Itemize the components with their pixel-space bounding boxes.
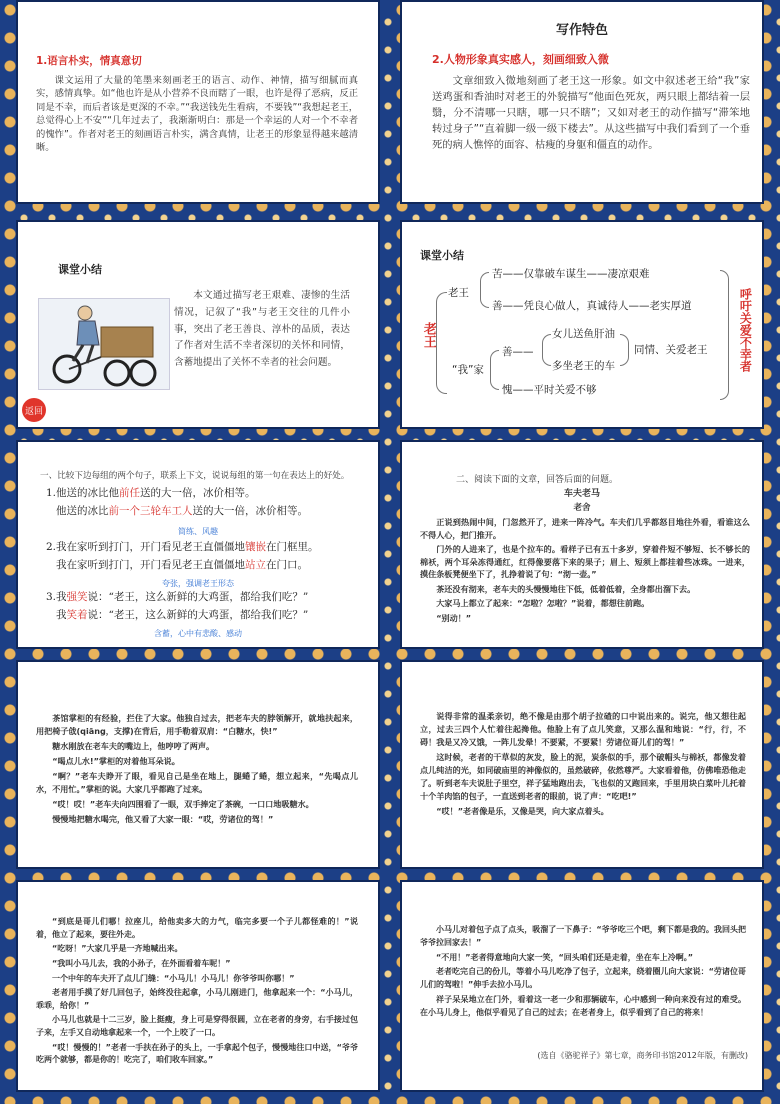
node-laowang: 老王: [448, 287, 469, 299]
q2a: 2.我在家听到打门，开门看见老王直僵僵地镶嵌在门框里。: [46, 541, 319, 553]
article-text: 小马儿对着包子点了点头，吸溜了一下鼻子：“爷爷吃三个吧，剩下都是我的。我回头把爷爷拉回家去！” “不用！”老者得意地向大家一笑，“回头咱们还是走着，坐在车上冷啊。” 老者吃完自己的份儿，等着小马儿吃净了包子，立起来，绕着圈儿向大家说：“劳诸位哥儿们的驾啦！”伸手去拉小马儿。 祥子呆呆地立在门外，看着这一老一少和那辆破车，心中感到一种向来没有过的难受。在小马儿身上，他似乎看见了自己的过去；在老者身上，似乎看到了自己的将来！: [420, 925, 746, 1017]
source-note: (选自《骆驼祥子》第七章，商务印书馆2012年版，有删改): [537, 1051, 748, 1060]
answer-2: 夸张，强调老王形态: [162, 579, 234, 588]
return-button[interactable]: 返回: [22, 398, 46, 422]
slide-6: [402, 442, 762, 647]
node-ku: 苦——仅靠破车谋生——凄凉艰难: [492, 268, 650, 280]
slide-title: 课堂小结: [58, 263, 102, 276]
answer-1: 简练、风趣: [178, 527, 218, 536]
node-result: 同情、关爱老王: [634, 344, 708, 356]
q3a: 3.我强笑说：“老王，这么新鲜的大鸡蛋，都给我们吃？”: [46, 591, 309, 603]
article-title: 车夫老马: [563, 489, 600, 499]
slide-title: 课堂小结: [420, 249, 464, 262]
section-heading: 1.语言朴实，情真意切: [36, 55, 142, 67]
bracket-root: [436, 292, 447, 394]
q2b: 我在家听到打门，开门看见老王直僵僵地站立在门口。: [56, 559, 308, 571]
slide-4: [402, 222, 762, 427]
article-text: 正说到热闹中间，门忽然开了，进来一阵冷气。车夫们几乎都怒目地往外看，看谁这么不得人心，把门推开。 门外的人进来了，也是个拉车的。看样子已有五十多岁，穿着件短不够短、长不够长的棉袄，两个耳朵冻得通红，红得像要落下来的果子；眉上、短须上都挂着些冰珠。一进来，摸住条板凳便坐下了，扎挣着说了句：“沏一壶。” 茶还没有沏来，老车夫的头慢慢地往下低，低着低着，全身都出溜下去。 大家马上都立了起来：“怎啦？怎啦？”说着，都想往前跑。 “别动！”: [420, 517, 750, 623]
paragraph: 课文运用了大量的笔墨来刻画老王的语言、动作、神情，描写细腻而真实，感情真挚。如“他也许是从小营养不良而瞎了一眼，也许是得了恶病，反正同是不幸，而后者该是更深的不幸。”“我送钱先生看病，不要钱”“我想起老王，总觉得心上不安”“几年过去了，我渐渐明白：那是一个幸运的人对一个不幸者的愧怍”。作者对老王的刻画语言朴实，满含真情，让老王的形象显得越来越清晰。: [36, 75, 358, 154]
section-heading: 2.人物形象真实感人，刻画细致入微: [432, 53, 609, 66]
answer-3: 含蓄，心中有悲酸、感动: [154, 629, 242, 638]
node-shan-laowang: 善——凭良心做人，真诚待人——老实厚道: [492, 300, 692, 312]
paragraph: 文章细致入微地刻画了老王这一形象。如文中叙述老王给“我”家送鸡蛋和香油时对老王的外貌描写“他面色死灰，两只眼上都结着一层翳，分不清哪一只瞎，哪一只不瞎”；又如对老王的动作描写“滞笨地转过身子”“直着脚一级一级下楼去”。从这些描写中我们看到了一个垂死的病人憔悴的面容、枯瘦的身躯和僵直的动作。: [432, 75, 750, 151]
article-author: 老舍: [573, 503, 591, 513]
bracket-theme: [720, 270, 729, 400]
slide-1: [18, 2, 378, 202]
slide-3: [18, 222, 378, 427]
node-wo: “我”家: [452, 364, 484, 376]
old-wang-tricycle-illustration: [38, 298, 170, 390]
node-shan-wo: 善——: [502, 346, 534, 358]
bracket-laowang: [480, 272, 489, 308]
bracket-result: [620, 334, 629, 366]
q3b: 我笑着说：“老王，这么新鲜的大鸡蛋，都给我们吃？”: [56, 609, 309, 621]
article-text: 茶馆掌柜的有经验，拦住了大家。他独自过去，把老车夫的脖领解开，就地扶起来，用把椅子戗(qiāng，支撑)在背后，用手勒着双肩：“白糖水，快!” 糖水刚放在老车夫的嘴边上，他哼哼了两声。 “喝点儿水!”掌柜的对着他耳朵说。 “啊？”老车夫睁开了眼，看见自己是坐在地上，腿蜷了蜷，想立起来，“先喝点儿水，不用忙。”掌柜的说。大家几乎都跑了过来。 “哎！哎！”老车夫向四围看了一眼，双手捧定了茶碗，一口口地吸糖水。 慢慢地把糖水喝完，他又看了大家一眼：“哎，劳诸位的驾！”: [36, 713, 358, 824]
slide-7: [18, 662, 378, 867]
slide-2: [402, 2, 762, 202]
bracket-wo: [490, 350, 499, 390]
node-kui: 愧——平时关爱不够: [502, 384, 597, 396]
q1b: 他送的冰比前一个三轮车工人送的大一倍，冰价相等。: [56, 505, 308, 517]
exercise-intro: 二、阅读下面的文章，回答后面的问题。: [456, 475, 619, 485]
article-text: “到底是哥儿们哪！拉座儿，给他卖多大的力气，临完多要一个子儿都怪难的！”说着，他立了起来，要往外走。 “吃呀！”大家几乎是一齐地喊出来。 “我叫小马儿去，我的小孙子，在外面看着车呢！” 一个中年的车夫开了点儿门缝：“小马儿！小马儿！你爷爷叫你哪！” 老者用手摸了好几回包子，始终没往起拿，小马儿刚进门，他拿起来一个：“小马儿，乖乖，给你！” 小马儿也就是十二三岁，脸上挺瘦，身上可是穿得很圆，立在老者的身旁，右手接过包子来，左手又自动地拿起来一个，一个上咬了一口。 “哎！慢慢的！”老者一手扶在孙子的头上，一手拿起个包子，慢慢地往口中送，“爷爷吃两个就够，都是你的！吃完了，咱们收车回家。”: [36, 917, 358, 1065]
theme-label: 呼吁关爱不幸者: [738, 288, 753, 372]
slide-10: [402, 882, 762, 1090]
slide-8: [402, 662, 762, 867]
q1a: 1.他送的冰比他前任送的大一倍，冰价相等。: [46, 487, 256, 499]
exercise-intro: 一、比较下边每组的两个句子，联系上下文，说说每组的第一句在表达上的好处。: [40, 471, 350, 481]
article-text: 说得非常的温柔亲切，绝不像是由那个胡子拉碴的口中说出来的。说完，他又想往起立，过去三四个人忙着往起搀他。他脸上有了点儿笑意，又那么温和地说：“行，行，不碍！我是又冷又饿，一阵儿发晕！不要紧，不要紧！劳诸位哥儿们的驾！” 这时候，老者的干草似的灰发，脸上的泥，炭条似的手，那个破帽头与棉袄，都像发着点儿纯洁的光，如同破庙里的神像似的，虽然破碎，依然尊严。大家看着他，仿佛唯恐他走了。听到老车夫说肚子里空，祥子猛地跑出去，飞也似的又跑回来，手里用块白菜叶儿托着十个羊肉馅的包子，一直送到老者的眼前，说了声：“吃吧!” “哎！”老者像是乐，又像是哭，向大家点着头。: [420, 711, 746, 816]
slide-title: 写作特色: [555, 23, 608, 38]
node-item-ride: 多坐老王的车: [552, 360, 615, 372]
summary-paragraph: 本文通过描写老王艰难、凄惨的生活情况，记叙了“我”与老王交往的几件小事，突出了老王善良、淳朴的品质，表达了作者对生活不幸者深切的关怀和同情，含蓄地提出了关怀不幸者的社会问题。: [174, 290, 350, 369]
node-item-cod-liver-oil: 女儿送鱼肝油: [552, 328, 615, 340]
slide-5: [18, 442, 378, 647]
bracket-items: [542, 334, 551, 366]
mindmap-root: 老王: [420, 322, 436, 348]
slide-9: [18, 882, 378, 1090]
